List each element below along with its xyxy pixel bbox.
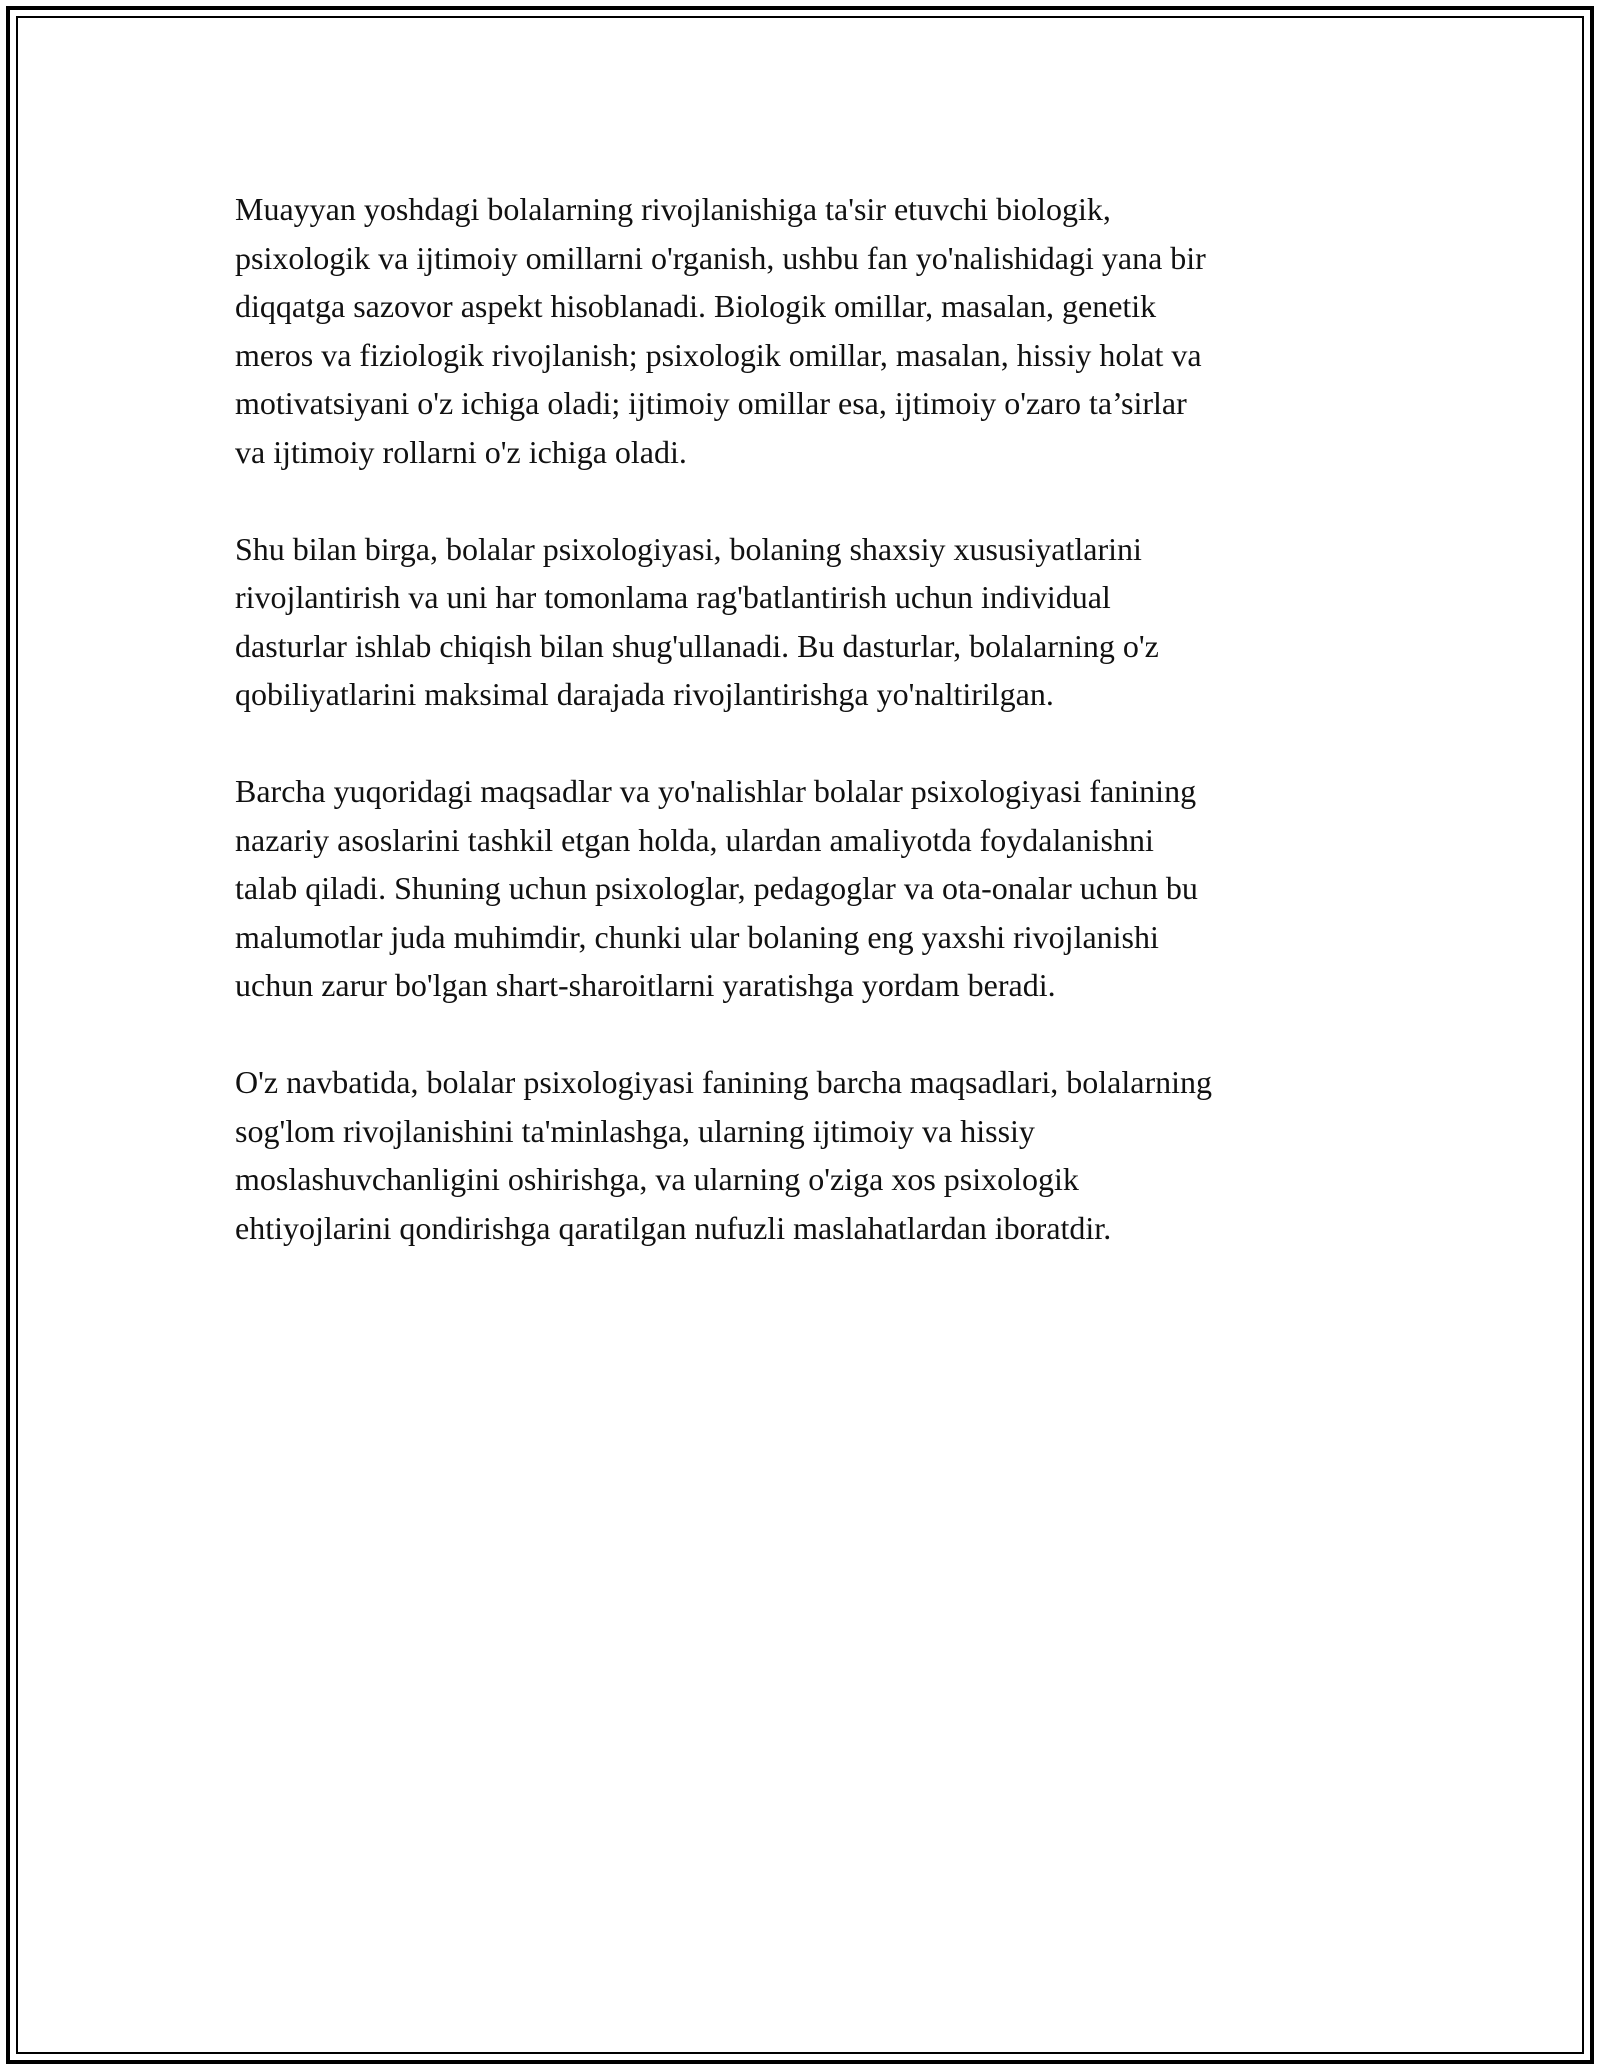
paragraph-4: O'z navbatida, bolalar psixologiyasi fanining barcha maqsadlari, bolalarning sog'lom rivojlanishini ta'minlashga, ularning ijtimoiy va hissiy moslashuvchanligini oshirishga, va ularning o'ziga xos psixologik ehtiyojlarini qondirishga qaratilgan nufuzli maslahatlardan iboratdir. — [235, 1064, 1213, 1246]
paragraph-2: Shu bilan birga, bolalar psixologiyasi, bolaning shaxsiy xususiyatlarini rivojlantirish va uni har tomonlama rag'batlantirish uchun individual dasturlar ishlab chiqish bilan shug'ullanadi. Bu dasturlar, bolalarning o'z qobiliyatlarini maksimal darajada rivojlantirishga yo'naltirilgan. — [235, 530, 1159, 712]
paragraph-1: Muayyan yoshdagi bolalarning rivojlanishiga ta'sir etuvchi biologik, psixologik va ijtimoiy omillarni o'rganish, ushbu fan yo'nalishidagi yana bir diqqatga sazovor aspekt hisoblanadi. Biologik omillar, masalan, genetik meros va fiziologik rivojlanish; psixologik omillar, masalan, hissiy holat va motivatsiyani o'z ichiga oladi; ijtimoiy omillar esa, ijtimoiy o'zaro ta’sirlar va ijtimoiy rollarni o'z ichiga oladi. — [235, 191, 1206, 470]
document-body — [235, 185, 1365, 1301]
paragraph-3: Barcha yuqoridagi maqsadlar va yo'nalishlar bolalar psixologiyasi fanining nazariy asoslarini tashkil etgan holda, ulardan amaliyotda foydalanishni talab qiladi. Shuning uchun psixologlar, pedagoglar va ota-onalar uchun bu malumotlar juda muhimdir, chunki ular bolaning eng yaxshi rivojlanishi uchun zarur bo'lgan shart-sharoitlarni yaratishga yordam beradi. — [235, 773, 1198, 1003]
